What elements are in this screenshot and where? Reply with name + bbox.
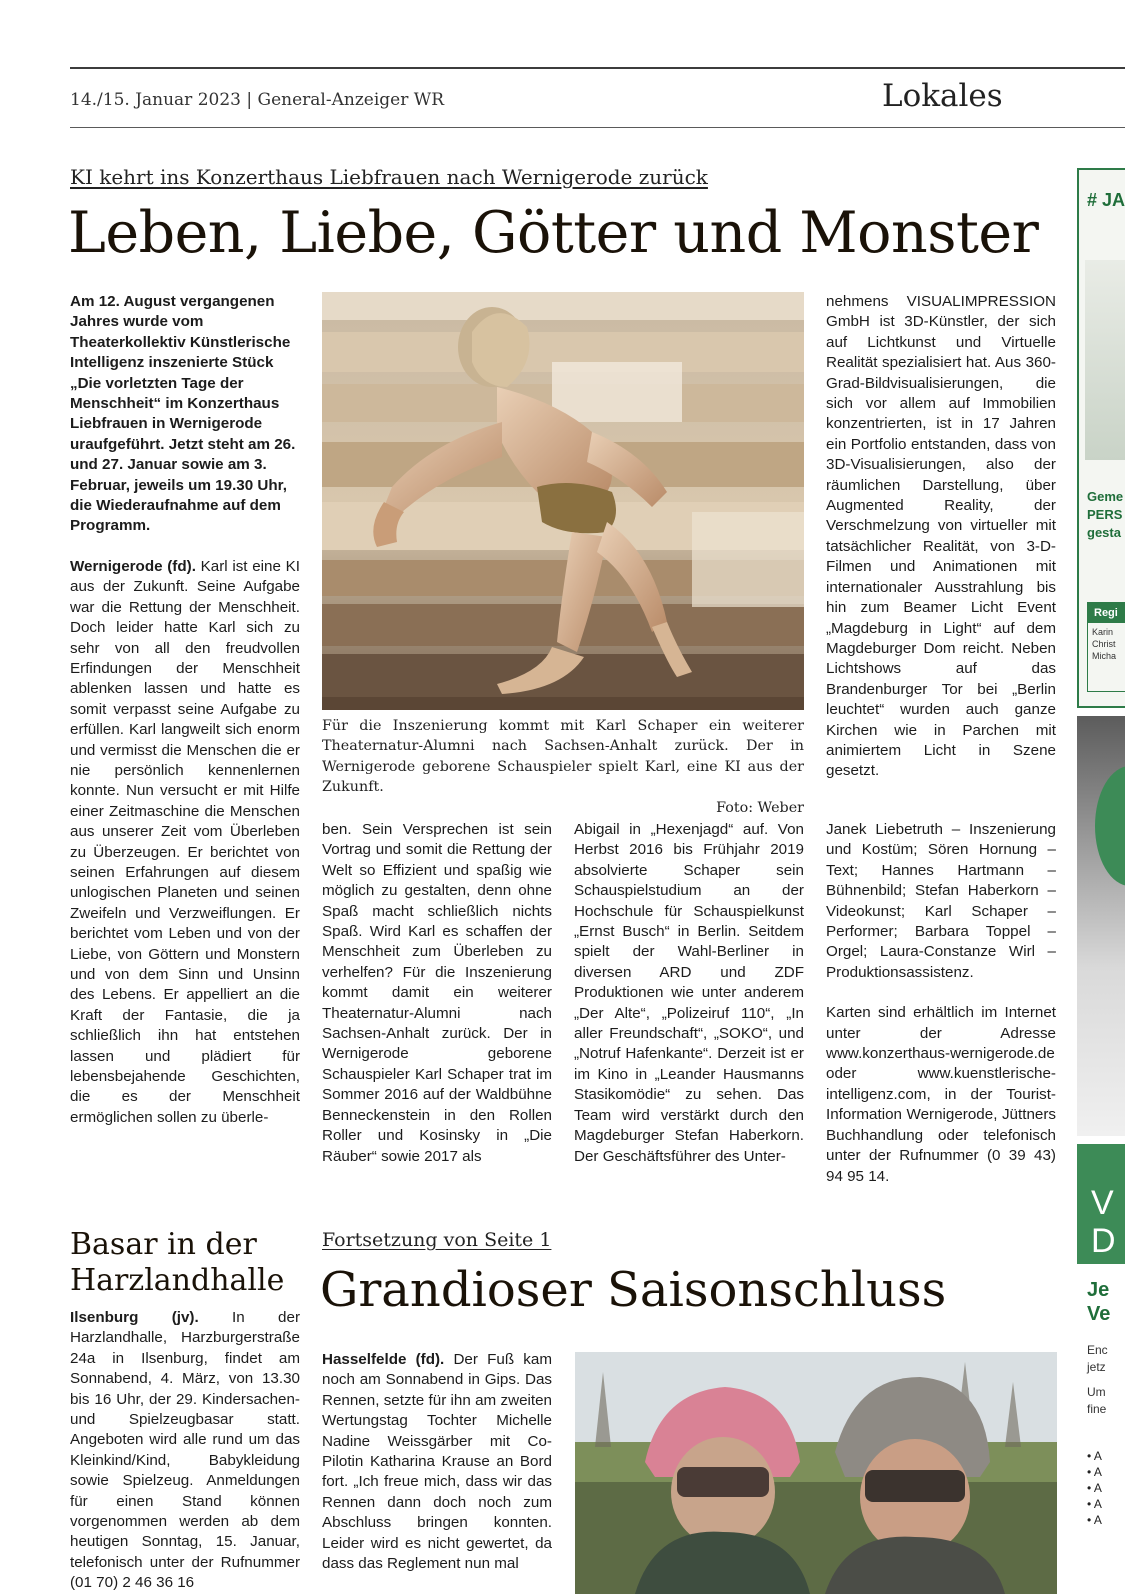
ad-regio-box [1087,602,1125,692]
article2-headline: Basar in der Harzlandhalle [70,1227,285,1298]
article-kicker: KI kehrt ins Konzerthaus Liebfrauen nach Wernigerode zurück [70,165,708,189]
article-body-paragraph [70,557,300,1128]
article-dateline: Wernigerode (fd). [70,557,196,575]
ad-small-text [1087,1342,1108,1418]
ad-bullet-item: • A [1087,1497,1102,1511]
article3-kicker: Fortsetzung von Seite 1 [322,1229,552,1251]
photo-credit: Foto: Weber [716,799,804,816]
ad-regio-label: Regi [1088,603,1125,623]
ad-text-line: Geme [1087,489,1124,504]
article-lead: Am 12. August vergangenen Jahres wurde vom Theaterkollektiv Künstlerische Intelligenz inszenierte Stück „Die vorletzten Tage der Menschheit“ im Konzerthaus Liebfrauen in Wernigerode uraufgeführt. Jetzt steht am 26. und 27. Januar sowie am 3. Februar, jeweils um 19.30 Uhr, die Wiederaufnahme auf dem Programm. [70,293,296,535]
ad-green-circle [1095,766,1125,886]
ad-white-card [1077,1264,1125,1594]
article3-body [322,1350,552,1574]
header-rule [70,127,1125,128]
ad-small-line: Um [1087,1385,1106,1399]
ad-mid-line: Je [1087,1279,1110,1301]
article3-dateline: Hasselfelde (fd). [322,1351,445,1368]
ad-name: Karin [1092,627,1114,637]
ad-name: Micha [1092,651,1117,661]
article3-headline: Grandioser Saisonschluss [320,1262,947,1318]
ad-text-line: gesta [1087,525,1121,540]
ad-bullet-item: • A [1087,1481,1102,1495]
article2-body [70,1308,300,1594]
section-title: Lokales [882,78,1003,114]
ad-bullet-item: • A [1087,1513,1102,1527]
caption-text: Für die Inszenierung kommt mit Karl Schaper ein weiterer Theaternatur-Alumni nach Sachsen-Anhalt zurück. Der in Wernigerode geborene Schauspieler spielt Karl, eine KI aus der Zukunft. [322,718,804,796]
article-body-text: ben. Sein Versprechen ist sein Vortrag und somit die Rettung der Welt so Effizient und spaßig wie möglich zu gestalten, denn ohne Spaß macht schließlich nichts Spaß. Wird Karl es schaffen der Menschheit zum Überleben zu verhelfen? Für die Inszenierung kommt damit ein weiterer Theaternatur-Alumni nach Sachsen-Anhalt zurück. Der in Wernigerode geborene Schauspieler Karl Schaper trat im Sommer 2016 auf der Waldbühne Benneckenstein in den Rollen Roller und Kosinsky in „Die Räuber“ sowie 2017 als [322,821,552,1165]
advertisement-strip[interactable] [1077,168,1125,1594]
article3-photo-riders [575,1352,1057,1594]
ad-big-line: D [1091,1222,1116,1260]
ad-small-line: jetz [1087,1360,1106,1374]
ad-bullet-list [1087,1448,1102,1528]
photo-caption [322,716,804,818]
article-column-4-bottom [826,820,1056,1187]
ad-mid-text [1087,1278,1110,1326]
ad-top-panel [1077,168,1125,708]
ad-mid-line: Ve [1087,1303,1111,1325]
article-body-text: Karl ist eine KI aus der Zukunft. Seine Aufgabe war die Rettung der Menschheit. Doch leider hatte Karl sich zu sehr von all den freudvollen Erfindungen der Menschheit ablenken lassen und hatte es somit verpasst seine Aufgabe zu erfüllen. Karl langweilt sich enorm und vermisst die Menschen die er nie persönlich kennenlernen konnte. Nun versucht er mit Hilfe einer Zeitmaschine die Menschen aus unserer Zeit vom Überleben zu Überzeugen. Er berichtet von seinen Erfahrungen auf diesem unlogischen Planeten und seinen Zweifeln und Verzweiflungen. Er berichtet vom Leben und von der Liebe, von Göttern und Monstern und von dem Sinn und Unsinn des Lebens. Er appelliert an die Kraft der Fantasie, die ja schließlich ihn hat entstehen lassen und plädiert für lebensbejahende Geschichten, die es der Menschheit ermöglichen sollen zu überle- [70,557,300,1126]
article-column-1 [70,292,300,1128]
performer-photo-illustration [322,292,804,710]
riders-photo-illustration [575,1352,1057,1594]
ad-middle-photo [1077,716,1125,1136]
ad-big-text [1091,1184,1116,1260]
ad-portrait-image [1085,260,1125,460]
ad-names [1088,623,1125,662]
ad-small-line: fine [1087,1402,1107,1416]
credits-team: Janek Liebetruth – Inszenierung und Kostüm; Sören Hornung – Text; Hannes Hartmann – Bühnenbild; Stefan Haberkorn – Videokunst; Karl Schaper – Performer; Barbara Toppel – Orgel; Laura-Constanze Wirl – Produktionsassistenz. [826,821,1056,981]
article2-body-text: In der Harzlandhalle, Harzburgerstraße 24a in Ilsenburg, findet am Sonnabend, 4. März, von 13.30 bis 16 Uhr, der 29. Kindersachen- und Spielzeugbasar statt. Angeboten wird alle rund um das Kleinkind/Kind, Babykleidung sowie Spielzeug. Anmeldungen für einen Stand können vorgenommen werden ab dem heutigen Sonntag, 15. Januar, telefonisch unter der Rufnummer (01 70) 2 46 36 16 [70,1309,300,1592]
ad-text-block [1087,488,1123,542]
ticket-info: Karten sind erhältlich im Internet unter der Adresse www.konzerthaus-wernigerode.de oder www.kuenstlerische-intelligenz.com, in der Tourist-Information Wernigerode, Jüttners Buchhandlung oder telefonisch unter der Rufnummer (0 39 43) 94 95 14. [826,1004,1056,1185]
ad-bullet-item: • A [1087,1449,1102,1463]
article-column-2 [322,820,552,1167]
ad-name: Christ [1092,639,1116,649]
article-column-3 [574,820,804,1167]
article-photo-performer [322,292,804,710]
ad-bottom-panel [1077,1144,1125,1594]
article2-paragraph [70,1308,300,1594]
ad-text-line: PERS [1087,507,1123,522]
ad-hashtag: # JA [1087,190,1125,210]
ad-big-line: V [1091,1184,1114,1222]
article3-body-text: Der Fuß kam noch am Sonnabend in Gips. Das Rennen, setzte für ihn am zweiten Wertungstag Tochter Michelle Nadine Weissgärber mit Co-Pilotin Katharina Krause an Bord fort. „Ich freue mich, dass wir das Rennen dann doch noch zum Abschluss bringen konnten. Leider wird es nicht gewertet, da dass das Reglement nun mal [322,1351,552,1573]
ad-small-line: Enc [1087,1343,1108,1357]
article-body-text: Abigail in „Hexenjagd“ auf. Von Herbst 2016 bis Frühjahr 2019 absolvierte Schaper sein Schauspielstudium an der Hochschule für Schauspielkunst „Ernst Busch“ in Berlin. Seitdem spielt der Wahl-Berliner in diversen ARD und ZDF Produktionen wie unter anderem „Der Alte“, „Polizeiruf 110“, „In aller Freundschaft“, „SOKO“, und „Notruf Hafenkante“. Derzeit ist er im Kino in „Leander Hausmanns Stasikomödie“ zu sehen. Das Team wird verstärkt durch den Magdeburger Stefan Haberkorn. Der Geschäftsführer des Unter- [574,821,804,1165]
article-headline: Leben, Liebe, Götter und Monster [68,200,1039,266]
article3-paragraph [322,1350,552,1574]
article-body-text: nehmens VISUALIMPRESSION GmbH ist 3D-Künstler, der sich auf Lichtkunst und Virtuelle Realität spezialisiert hat. Aus 360-Grad-Bildvisualisierungen, die sich vor allem auf Immobilien konzentrierten, ist in 17 Jahren ein Portfolio entstanden, dass von 3D-Visualisierungen, also der räumlichen Darstellung, über Augmented Reality, der Verschmelzung von virtueller mit tatsächlicher Realität, von 3-D-Filmen und Animationen mit internationaler Ausstrahlung bis hin zum Beamer Licht Event „Magdeburg in Light“ auf dem Magdeburger Dom reicht. Neben Lichtshows auf das Brandenburger Tor bei „Berlin leuchtet“ wurden auch ganze Kirchen wie in Parchen mit animiertem Licht in Szene gesetzt. [826,293,1056,780]
article-column-4-top [826,292,1056,782]
ad-bullet-item: • A [1087,1465,1102,1479]
dateline: 14./15. Januar 2023 | General-Anzeiger WR [70,90,445,110]
top-rule [70,67,1125,69]
article2-dateline: Ilsenburg (jv). [70,1309,199,1326]
